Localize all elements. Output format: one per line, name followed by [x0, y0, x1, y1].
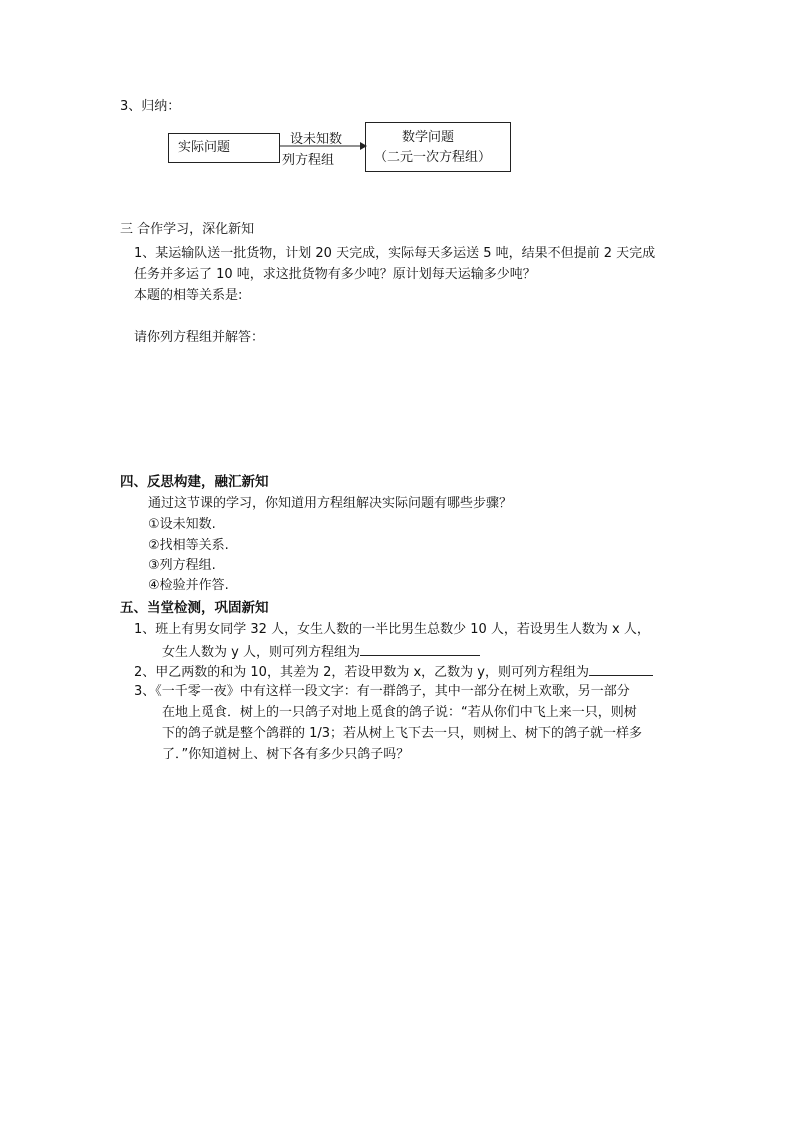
section3-q1-line1: 1、某运输队送一批货物，计划 20 天完成，实际每天多运送 5 吨，结果不但提前 2 天完成 — [134, 246, 656, 261]
section4-title: 四、反思构建，融汇新知 — [120, 474, 269, 490]
arrow-label-top: 设未知数 — [290, 132, 343, 147]
section3-title: 三 合作学习，深化新知 — [120, 222, 255, 237]
math-problem-box — [365, 122, 511, 172]
section5-q2-wrap — [134, 661, 653, 683]
step-item: ①设未知数. — [148, 517, 216, 532]
answer-blank-q2[interactable] — [589, 661, 653, 676]
section5-q3-line4: 了．”你知道树上、树下各有多少只鸽子吗？ — [162, 747, 410, 762]
section5-q1-line2: 女生人数为 y 人，则可列方程组为 — [162, 645, 360, 660]
arrow-label-bottom: 列方程组 — [282, 153, 335, 168]
section5-title: 五、当堂检测，巩固新知 — [120, 600, 269, 616]
section3-solve: 请你列方程组并解答： — [134, 330, 265, 345]
section5-q1-line1: 1、班上有男女同学 32 人，女生人数的一半比男生总数少 10 人，若设男生人数为 x 人， — [134, 622, 650, 637]
section5-q1-line2-wrap — [162, 641, 480, 663]
induction-label: 3、归纳： — [120, 99, 181, 114]
section4-question: 通过这节课的学习，你知道用方程组解决实际问题有哪些步骤？ — [148, 496, 513, 511]
answer-blank-q1[interactable] — [360, 641, 480, 656]
step-item: ③列方程组. — [148, 558, 216, 573]
math-problem-subtitle: （二元一次方程组） — [374, 150, 492, 165]
step-item: ②找相等关系. — [148, 538, 229, 553]
section5-q2: 2、甲乙两数的和为 10，其差为 2，若设甲数为 x，乙数为 y，则可列方程组为 — [134, 665, 590, 680]
math-problem-title: 数学问题 — [402, 130, 455, 145]
actual-problem-text: 实际问题 — [178, 140, 231, 155]
actual-problem-box — [168, 133, 280, 163]
right-arrow-icon — [280, 141, 368, 151]
section5-q3-line3: 下的鸽子就是整个鸽群的 1/3；若从树上飞下去一只，则树上、树下的鸽子就一样多 — [162, 726, 643, 741]
section3-relation: 本题的相等关系是: — [134, 288, 243, 303]
section5-q3-line1: 3、《一千零一夜》中有这样一段文字：有一群鸽子，其中一部分在树上欢歌，另一部分 — [134, 684, 630, 699]
step-item: ④检验并作答. — [148, 578, 229, 593]
section3-q1-line2: 任务并多运了 10 吨，求这批货物有多少吨？原计划每天运输多少吨？ — [134, 267, 536, 282]
section5-q3-line2: 在地上觅食．树上的一只鸽子对地上觅食的鸽子说：“若从你们中飞上来一只，则树 — [162, 705, 637, 720]
